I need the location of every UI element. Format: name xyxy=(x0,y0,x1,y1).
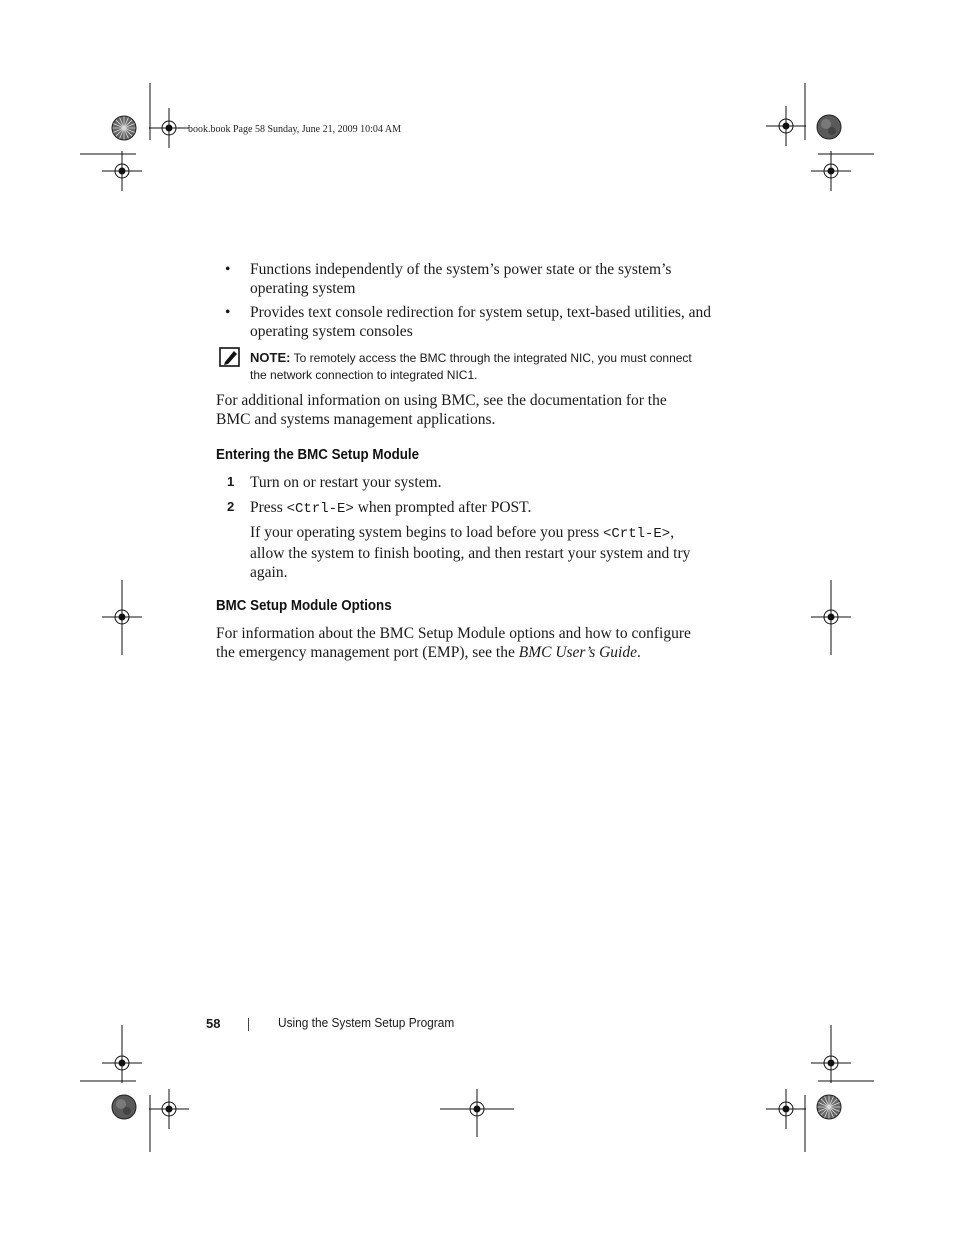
followup-text: If your operating system begins to load before you press xyxy=(250,524,603,541)
followup-line: again. xyxy=(250,564,288,581)
step-number: 1 xyxy=(227,474,235,489)
paragraph-line: For information about the BMC Setup Module options and how to configure xyxy=(216,625,691,642)
section-heading: Entering the BMC Setup Module xyxy=(216,447,420,463)
note-text: To remotely access the BMC through the integrated NIC, you must connect xyxy=(290,351,692,365)
step-text: Turn on or restart your system. xyxy=(250,474,442,491)
page-number: 58 xyxy=(206,1016,221,1031)
step-text-part: Press xyxy=(250,499,287,516)
followup-line: allow the system to finish booting, and then restart your system and try xyxy=(250,545,691,562)
guide-title: BMC User’s Guide xyxy=(518,644,637,661)
paragraph xyxy=(216,624,716,662)
paragraph-text: . xyxy=(637,644,641,661)
bullet-line: Functions independently of the system’s power state or the system’s xyxy=(250,261,672,278)
bullet-line: Provides text console redirection for system setup, text-based utilities, and xyxy=(250,304,712,321)
paragraph-line: BMC and systems management applications. xyxy=(216,411,496,428)
key-combo: <Ctrl-E> xyxy=(286,501,354,517)
print-slug: book.book Page 58 Sunday, June 21, 2009 10:04 AM xyxy=(188,124,401,135)
footer-divider xyxy=(248,1018,249,1031)
step-text-part: when prompted after POST. xyxy=(353,499,532,516)
bullet-line: operating system xyxy=(250,280,356,297)
paragraph-line: For additional information on using BMC, see the documentation for the xyxy=(216,392,667,409)
step-number: 2 xyxy=(227,499,235,514)
bullet-line: operating system consoles xyxy=(250,323,413,340)
paragraph xyxy=(216,391,716,429)
note-block xyxy=(250,349,725,384)
paragraph-text: the emergency management port (EMP), see the xyxy=(216,644,519,661)
step-text xyxy=(250,498,720,519)
note-text: the network connection to integrated NIC1. xyxy=(250,368,478,382)
bullet-marker: • xyxy=(225,304,231,321)
key-combo: <Crtl-E> xyxy=(602,526,671,542)
footer-section-title: Using the System Setup Program xyxy=(278,1016,455,1030)
bullet-marker: • xyxy=(225,261,231,278)
note-pencil-icon xyxy=(219,347,241,367)
followup-text: , xyxy=(670,524,675,541)
note-label: NOTE: xyxy=(250,350,291,365)
step-followup xyxy=(250,523,720,582)
section-heading: BMC Setup Module Options xyxy=(216,598,392,614)
